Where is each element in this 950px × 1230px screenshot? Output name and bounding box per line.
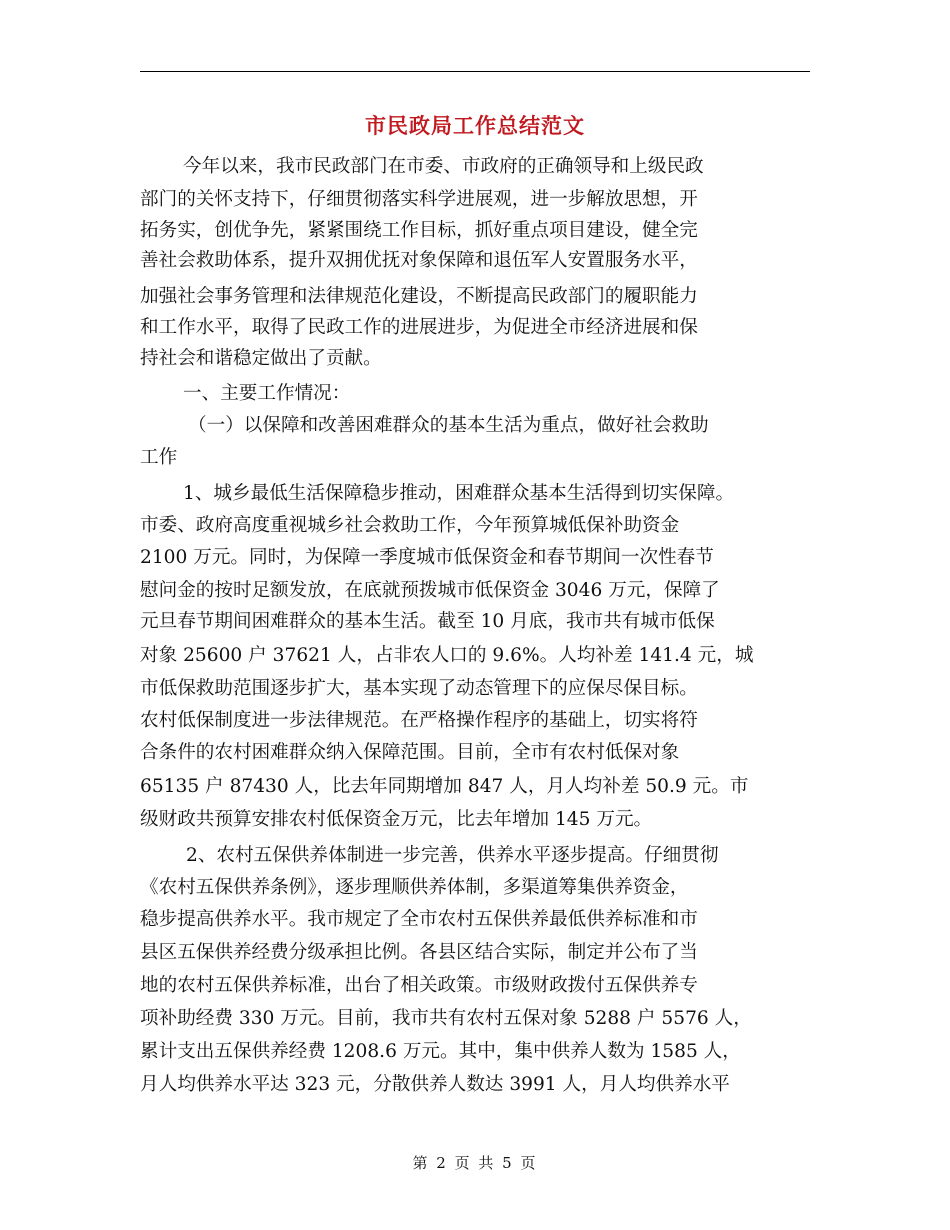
body-line: 2100 万元。同时，为保障一季度城市低保资金和春节期间一次性春节 bbox=[140, 547, 714, 568]
body-line: 2、农村五保供养体制进一步完善，供养水平逐步提高。仔细贯彻 bbox=[186, 845, 719, 866]
body-line: 加强社会事务管理和法律规范化建设，不断提高民政部门的履职能力 bbox=[140, 286, 698, 307]
body-line: 善社会救助体系，提升双拥优抚对象保障和退伍军人安置服务水平， bbox=[140, 250, 698, 271]
body-line: 部门的关怀支持下，仔细贯彻落实科学进展观，进一步解放思想，开 bbox=[140, 189, 698, 210]
body-line: 市低保救助范围逐步扩大，基本实现了动态管理下的应保尽保目标。 bbox=[140, 678, 698, 699]
body-line: 持社会和谐稳定做出了贡献。 bbox=[140, 348, 382, 369]
document-title: 市民政局工作总结范文 bbox=[365, 113, 585, 138]
body-line: （一）以保障和改善困难群众的基本生活为重点，做好社会救助 bbox=[188, 415, 709, 436]
body-line: 一、主要工作情况： bbox=[183, 383, 351, 404]
body-line: 65135 户 87430 人，比去年同期增加 847 人，月人均补差 50.9 元。市 bbox=[140, 776, 749, 797]
body-line: 级财政共预算安排农村低保资金万元，比去年增加 145 万元。 bbox=[140, 809, 653, 830]
body-line: 月人均供养水平达 323 元，分散供养人数达 3991 人，月人均供养水平 bbox=[140, 1074, 730, 1095]
body-line: 累计支出五保供养经费 1208.6 万元。其中，集中供养人数为 1585 人， bbox=[140, 1041, 741, 1062]
body-line: 拓务实，创优争先，紧紧围绕工作目标，抓好重点项目建设，健全完 bbox=[140, 220, 698, 241]
body-line: 工作 bbox=[140, 447, 178, 468]
body-line: 元旦春节期间困难群众的基本生活。截至 10 月底，我市共有城市低保 bbox=[140, 611, 715, 632]
body-line: 稳步提高供养水平。我市规定了全市农村五保供养最低供养标准和市 bbox=[140, 909, 698, 930]
body-line: 县区五保供养经费分级承担比例。各县区结合实际，制定并公布了当 bbox=[140, 942, 698, 963]
body-line: 今年以来，我市民政部门在市委、市政府的正确领导和上级民政 bbox=[183, 156, 704, 177]
body-line: 市委、政府高度重视城乡社会救助工作，今年预算城低保补助资金 bbox=[140, 515, 680, 536]
header-rule bbox=[140, 71, 810, 72]
page-number: 第 2 页 共 5 页 bbox=[412, 1154, 538, 1172]
body-line: 1、城乡最低生活保障稳步推动，困难群众基本生活得到切实保障。 bbox=[183, 483, 735, 504]
body-line: 地的农村五保供养标准，出台了相关政策。市级财政拨付五保供养专 bbox=[140, 975, 698, 996]
body-line: 合条件的农村困难群众纳入保障范围。目前，全市有农村低保对象 bbox=[140, 742, 680, 763]
body-line: 《农村五保供养条例》，逐步理顺供养体制，多渠道筹集供养资金， bbox=[140, 877, 689, 898]
body-line: 项补助经费 330 万元。目前，我市共有农村五保对象 5288 户 5576 人， bbox=[140, 1008, 752, 1029]
body-line: 对象 25600 户 37621 人，占非农人口的 9.6%。人均补差 141.4 元，城 bbox=[140, 645, 754, 666]
body-line: 农村低保制度进一步法律规范。在严格操作程序的基础上，切实将符 bbox=[140, 710, 698, 731]
body-line: 和工作水平，取得了民政工作的进展进步，为促进全市经济进展和保 bbox=[140, 317, 698, 338]
body-line: 慰问金的按时足额发放，在底就预拨城市低保资金 3046 万元，保障了 bbox=[140, 580, 720, 601]
